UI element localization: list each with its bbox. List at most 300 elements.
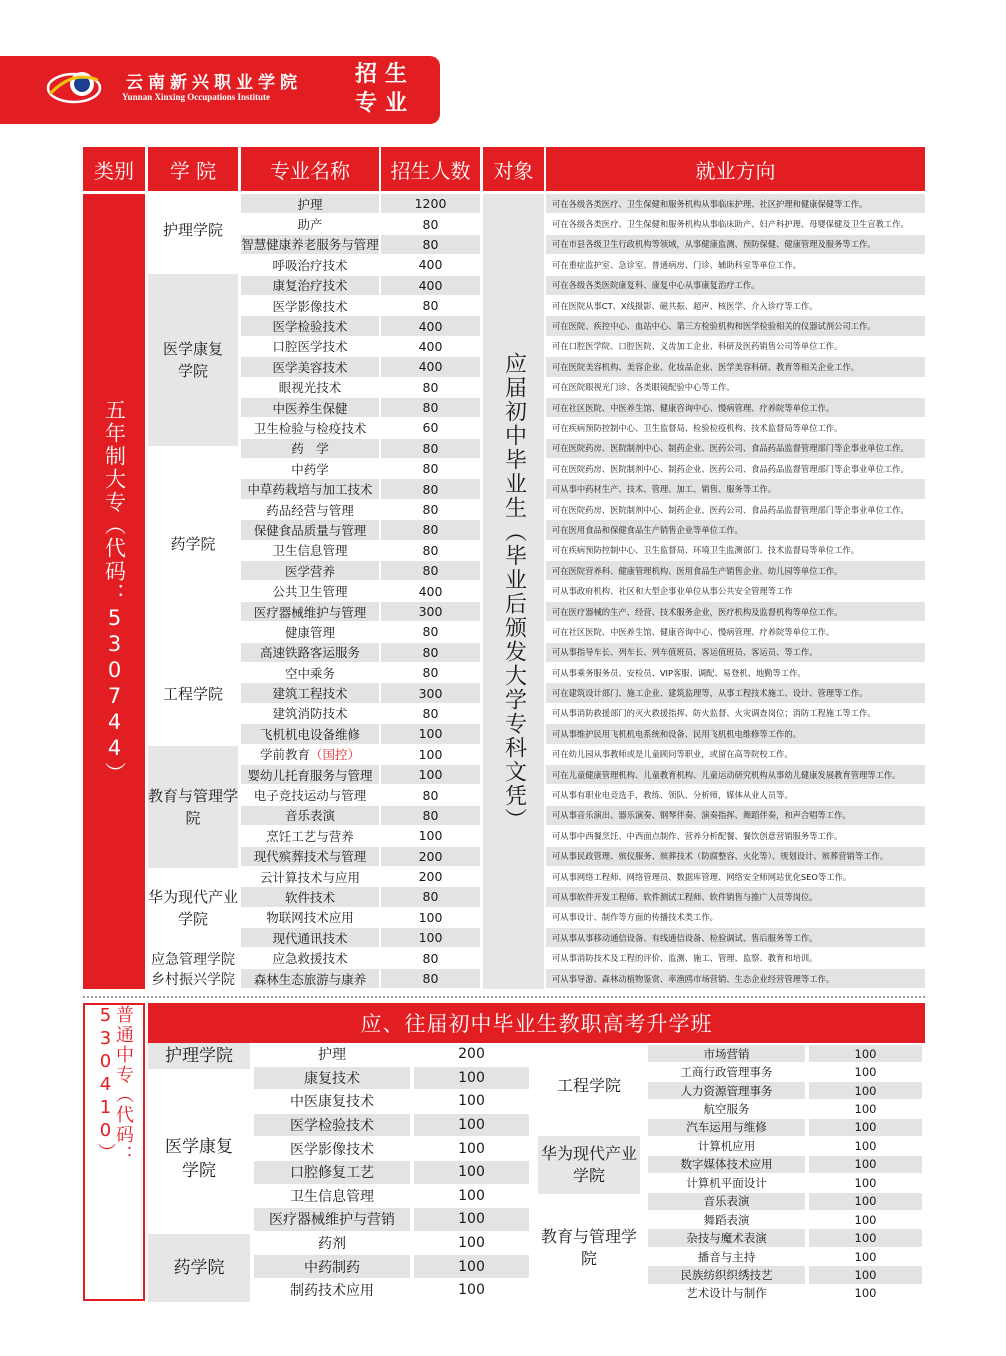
- career-direction: 可在建筑设计部门、施工企业、建筑监理等，从事工程技术施工、设计、管理等工作。: [546, 683, 925, 703]
- career-direction: 可从事导游、森林动植物鉴赏、率渔鸥市场营销、生态企业经营管理等工作。: [546, 969, 925, 989]
- career-direction: 可在医院美容机构、美容企业、化妆品企业、医学美容科研、教育等相关企业工作。: [546, 357, 925, 377]
- category-five-year: [83, 194, 145, 989]
- major-name: [241, 439, 379, 459]
- vocational-major-name: 药剂: [254, 1232, 410, 1256]
- vocational-major-name: 民族纺织织绣技艺: [648, 1266, 805, 1284]
- career-direction: 可从事维护民用飞机机电系统和设备、民用飞机机电维修等工作的。: [546, 724, 925, 744]
- vocational-major-count: 100: [809, 1266, 922, 1284]
- major-name-text: 护理: [297, 196, 323, 212]
- vocational-major-row: [648, 1211, 925, 1229]
- vocational-major-row: [648, 1045, 925, 1063]
- major-tag: （国控）: [310, 747, 361, 763]
- major-name-text: 中药学: [291, 461, 329, 477]
- major-name-text: 建筑消防技术: [272, 706, 348, 722]
- major-row: [241, 541, 480, 561]
- career-direction: 可在儿童健康管理机构、儿童教育机构、儿童运动研究机构从事幼儿健康发展教育管理等工作。: [546, 765, 925, 785]
- vocational-major-count: 100: [414, 1208, 529, 1232]
- col-header-category: 类别: [83, 147, 145, 191]
- major-name: [241, 683, 379, 703]
- vocational-major-count: 100: [809, 1082, 922, 1100]
- major-name-text: 卫生检验与检疫技术: [253, 420, 367, 436]
- school-logo-icon: [42, 64, 106, 108]
- vocational-major-count: 100: [414, 1090, 529, 1114]
- major-row: [241, 500, 480, 520]
- vocational-left-majors: [254, 1043, 529, 1303]
- vocational-major-count: 100: [414, 1067, 529, 1091]
- major-name: [241, 602, 379, 622]
- major-row: [241, 908, 480, 928]
- career-direction: 可在社区医院、中医养生馆、健康咨询中心、慢病管理、疗养院等单位工作。: [546, 622, 925, 642]
- major-name-text: 婴幼儿托育服务与管理: [247, 767, 373, 783]
- vocational-major-row: [254, 1232, 529, 1256]
- major-row: [241, 867, 480, 887]
- vocational-major-row: [254, 1137, 529, 1161]
- vocational-major-row: [254, 1279, 529, 1303]
- major-count: 100: [381, 928, 480, 948]
- vocational-major-count: 200: [414, 1043, 529, 1067]
- major-name: [241, 194, 379, 214]
- major-count: 200: [381, 867, 480, 887]
- career-direction: 可在医院药房、医院制剂中心、制药企业、医药公司、食品药品监督管理部门等企事业单位工作。: [546, 459, 925, 479]
- vocational-major-name: 制药技术应用: [254, 1279, 410, 1303]
- major-count: 400: [381, 337, 480, 357]
- major-row: [241, 561, 480, 581]
- major-count: 80: [381, 969, 480, 989]
- col-header-major: 专业名称: [241, 147, 379, 191]
- vocational-major-row: [648, 1119, 925, 1137]
- vocational-major-count: 100: [414, 1161, 529, 1185]
- major-name-text: 森林生态旅游与康养: [253, 971, 367, 987]
- vocational-major-row: [648, 1100, 925, 1118]
- college-rural: 乡村振兴学院: [151, 972, 235, 988]
- major-name-text: 健康管理: [284, 624, 335, 640]
- college-medical-rehab-label: 医学康复学院: [162, 340, 223, 380]
- major-name: [241, 337, 379, 357]
- vocational-major-name: 工商行政管理事务: [648, 1063, 805, 1081]
- college-huawei: [148, 868, 238, 948]
- major-row: [241, 194, 480, 214]
- career-direction: 可在医院眼视光门诊、各类眼镜配验中心等工作。: [546, 378, 925, 398]
- vocational-major-name: 计算机平面设计: [648, 1174, 805, 1192]
- col-header-count: 招生人数: [381, 147, 480, 191]
- major-name: [241, 663, 379, 683]
- major-name: [241, 948, 379, 968]
- major-name-text: 中草药栽培与加工技术: [247, 482, 373, 498]
- major-count: 60: [381, 418, 480, 438]
- vocational-major-row: [648, 1082, 925, 1100]
- career-direction: 可从事消防技术及工程的评价、监测、施工、管理、监察、教育和培训。: [546, 948, 925, 968]
- major-count: 100: [381, 765, 480, 785]
- v-college-medical-rehab-label: 医学康复学院: [165, 1137, 233, 1181]
- career-direction: 可从事从事移动通信设备、有线通信设备、检验调试、售后服务等工作。: [546, 928, 925, 948]
- vocational-major-count: 100: [414, 1137, 529, 1161]
- career-direction: 可在市县各级卫生行政机构等领域，从事健康监测、预防保健、健康管理及服务等工作。: [546, 235, 925, 255]
- major-count: 80: [381, 235, 480, 255]
- career-direction: 可在社区医院、中医养生馆、健康咨询中心、慢病管理、疗养院等单位工作。: [546, 398, 925, 418]
- career-direction: 可在医院药房、医院制剂中心、制药企业、医药公司、食品药品监督管理部门等企事业单位工作。: [546, 500, 925, 520]
- major-row: [241, 296, 480, 316]
- major-name-text: 智慧健康养老服务与管理: [241, 237, 379, 253]
- vocational-major-name: 音乐表演: [648, 1193, 805, 1211]
- vocational-major-row: [254, 1090, 529, 1114]
- career-direction: 可在医院营养科、健康管理机构、医用食品生产销售企业、幼儿园等单位工作。: [546, 561, 925, 581]
- major-name-text: 保健食品质量与管理: [253, 522, 367, 538]
- col-header-career: 就业方向: [546, 147, 925, 191]
- fy-target-text: 应届初中毕业生（毕业后颁发大学专科文凭）: [501, 351, 527, 832]
- major-row: [241, 704, 480, 724]
- major-name-text: 软件技术: [284, 889, 335, 905]
- v-college-engineering: 工程学院: [556, 1076, 621, 1095]
- career-direction: 可从事软件开发工程师、软件测试工程师、软件销售与推广人员等岗位。: [546, 887, 925, 907]
- career-direction: 可从事乘务服务员、安检员、VIP客服、调配、易登机、地勤等工作。: [546, 663, 925, 683]
- college-engineering: 工程学院: [162, 685, 223, 703]
- major-count: 80: [381, 948, 480, 968]
- major-count: 80: [381, 561, 480, 581]
- vocational-major-row: [648, 1285, 925, 1303]
- vocational-major-row: [648, 1229, 925, 1247]
- v-college-pharmacy: 药学院: [148, 1234, 250, 1302]
- career-direction: 可从事有职业电竞选手，教练、领队、分析师，媒体从业人员等。: [546, 785, 925, 805]
- major-count: 80: [381, 806, 480, 826]
- category-vocational: [83, 1003, 145, 1301]
- major-name-text: 眼视光技术: [278, 380, 342, 396]
- major-name: [241, 255, 379, 275]
- career-direction: 可从事民政管理、殡仪服务、殡葬技术（防腐整容、火化等）、规划设计、殡葬营销等工作。: [546, 847, 925, 867]
- major-row: [241, 785, 480, 805]
- vocational-major-row: [648, 1266, 925, 1284]
- major-name-text: 空中乘务: [284, 665, 335, 681]
- major-name-text: 物联网技术应用: [266, 910, 354, 926]
- major-name-text: 电子竞技运动与管理: [253, 788, 367, 804]
- career-direction: 可在医疗器械的生产、经营、技术服务企业，医疗机构及监督机构等单位工作。: [546, 602, 925, 622]
- vocational-major-name: 人力资源管理事务: [648, 1082, 805, 1100]
- vocational-major-count: 100: [809, 1063, 922, 1081]
- major-row: [241, 928, 480, 948]
- college-emergency: 应急管理学院: [151, 952, 235, 968]
- header-banner: [0, 56, 440, 124]
- vocational-major-row: [648, 1063, 925, 1081]
- career-direction: 可在疾病预防控制中心、卫生监督局、检验检疫机构、技术监督局等单位工作。: [546, 418, 925, 438]
- target-students: [483, 194, 544, 989]
- vocational-major-name: 医学影像技术: [254, 1137, 410, 1161]
- career-direction: 可在医院、疾控中心、血站中心、第三方检验机构和医学检验相关的仪器试剂公司工作。: [546, 316, 925, 336]
- major-name: [241, 969, 379, 989]
- major-count: 400: [381, 316, 480, 336]
- vocational-major-count: 100: [414, 1255, 529, 1279]
- major-name: [241, 459, 379, 479]
- vocational-major-name: 中药制药: [254, 1255, 410, 1279]
- vocational-major-row: [648, 1156, 925, 1174]
- five-year-majors-list: [241, 194, 480, 989]
- vocational-major-row: [648, 1193, 925, 1211]
- major-name: [241, 928, 379, 948]
- major-name-text: 建筑工程技术: [272, 686, 348, 702]
- vocational-major-count: 100: [809, 1248, 922, 1266]
- career-direction: 可在幼儿园从事教师或是儿童顾问等职业，或留在高等院校工作。: [546, 745, 925, 765]
- vocational-major-name: 播音与主持: [648, 1248, 805, 1266]
- major-count: 300: [381, 683, 480, 703]
- major-name-text: 药品经营与管理: [266, 502, 354, 518]
- col-header-target: 对象: [483, 147, 544, 191]
- vocational-major-count: 100: [809, 1119, 922, 1137]
- vocational-major-row: [254, 1255, 529, 1279]
- major-name-text: 高速铁路客运服务: [259, 645, 360, 661]
- career-direction: 可在医院药房、医院制剂中心、制药企业、医药公司、食品药品监督管理部门等企事业单位工作。: [546, 439, 925, 459]
- vocational-major-name: 口腔修复工艺: [254, 1161, 410, 1185]
- vocational-major-count: 100: [809, 1229, 922, 1247]
- vocational-major-count: 100: [414, 1232, 529, 1256]
- major-row: [241, 276, 480, 296]
- major-name: [241, 826, 379, 846]
- vocational-major-count: 100: [809, 1285, 922, 1303]
- college-education-mgmt: [148, 746, 238, 868]
- major-count: 80: [381, 459, 480, 479]
- major-count: 80: [381, 500, 480, 520]
- vocational-right-majors: [648, 1045, 925, 1303]
- vocational-major-name: 护理: [254, 1043, 410, 1067]
- vocational-major-count: 100: [809, 1137, 922, 1155]
- major-name-text: 云计算技术与应用: [259, 869, 360, 885]
- major-count: 80: [381, 398, 480, 418]
- vocational-major-name: 汽车运用与维修: [648, 1119, 805, 1137]
- major-count: 80: [381, 296, 480, 316]
- major-name-text: 呼吸治疗技术: [272, 257, 348, 273]
- major-name-text: 烹饪工艺与营养: [266, 828, 354, 844]
- major-row: [241, 643, 480, 663]
- major-name-text: 助产: [297, 217, 323, 233]
- vocational-major-name: 杂技与魔术表演: [648, 1229, 805, 1247]
- vocational-banner: 应、往届初中毕业生教职高考升学班: [148, 1003, 925, 1043]
- vocational-major-count: 100: [809, 1156, 922, 1174]
- major-name-text: 康复治疗技术: [272, 278, 348, 294]
- career-direction: 可在医院从事CT、X线摄影、磁共振、超声、核医学、介入诊疗等工作。: [546, 296, 925, 316]
- major-row: [241, 398, 480, 418]
- major-name: [241, 581, 379, 601]
- major-row: [241, 826, 480, 846]
- v-college-medical-rehab: [148, 1092, 250, 1226]
- major-row: [241, 969, 480, 989]
- major-row: [241, 724, 480, 744]
- vocational-major-name: 计算机应用: [648, 1137, 805, 1155]
- major-count: 80: [381, 643, 480, 663]
- major-name: [241, 479, 379, 499]
- major-row: [241, 683, 480, 703]
- career-direction: 可从事音乐演出、器乐演奏、钢琴伴奏、演奏指挥、舞蹈伴奏，和声合唱等工作。: [546, 806, 925, 826]
- major-name: [241, 806, 379, 826]
- career-direction: 可在各级各类医疗、卫生保健和服务机构从事临床护理、社区护理和健康保健等工作。: [546, 194, 925, 214]
- major-name-text: 药 学: [291, 441, 329, 457]
- vocational-major-name: 医疗器械维护与营销: [254, 1208, 410, 1232]
- major-name-text: 现代殡葬技术与管理: [253, 849, 367, 865]
- major-name-text: 现代通讯技术: [272, 930, 348, 946]
- major-name-text: 公共卫生管理: [272, 584, 348, 600]
- vocational-major-name: 舞蹈表演: [648, 1211, 805, 1229]
- vocational-major-row: [254, 1067, 529, 1091]
- vocational-major-count: 100: [809, 1100, 922, 1118]
- major-name: [241, 704, 379, 724]
- major-row: [241, 887, 480, 907]
- major-name-text: 医学检验技术: [272, 319, 348, 335]
- major-name: [241, 500, 379, 520]
- page-title: [330, 60, 440, 118]
- vocational-major-name: 卫生信息管理: [254, 1185, 410, 1209]
- major-count: 80: [381, 887, 480, 907]
- major-name-text: 飞机机电设备维修: [259, 726, 360, 742]
- major-row: [241, 418, 480, 438]
- vocational-major-row: [254, 1185, 529, 1209]
- career-directions-list: [546, 194, 925, 989]
- major-name-text: 音乐表演: [284, 808, 335, 824]
- career-direction: 可在医用食品和保健食品生产销售企业等单位工作。: [546, 520, 925, 540]
- major-count: 400: [381, 276, 480, 296]
- major-name: [241, 622, 379, 642]
- vocational-major-name: 医学检验技术: [254, 1114, 410, 1138]
- college-huawei-label: 华为现代产业学院: [148, 888, 239, 928]
- major-count: 400: [381, 581, 480, 601]
- major-row: [241, 214, 480, 234]
- major-count: 1200: [381, 194, 480, 214]
- major-name: [241, 520, 379, 540]
- career-direction: 可从事设计、制作等方面的传播技术类工作。: [546, 908, 925, 928]
- major-name: [241, 887, 379, 907]
- major-name: [241, 908, 379, 928]
- major-row: [241, 581, 480, 601]
- major-row: [241, 847, 480, 867]
- major-name: [241, 316, 379, 336]
- vocational-major-row: [648, 1137, 925, 1155]
- major-count: 80: [381, 214, 480, 234]
- major-name-text: 学前教育: [259, 747, 310, 763]
- career-direction: 可从事中西餐烹饪、中西面点制作、营养分析配餐、餐饮创意营销服务等工作。: [546, 826, 925, 846]
- vocational-major-name: 艺术设计与制作: [648, 1285, 805, 1303]
- major-row: [241, 235, 480, 255]
- major-name: [241, 398, 379, 418]
- college-medical-rehab: [148, 274, 238, 446]
- vocational-major-row: [648, 1174, 925, 1192]
- vocational-major-row: [648, 1248, 925, 1266]
- career-direction: 可从事网络工程师、网络管理员、数据库管理、网络安全师网站优化SEO等工作。: [546, 867, 925, 887]
- major-name: [241, 724, 379, 744]
- career-direction: 可在疾病预防控制中心、卫生监督局、环境卫生监测部门、技术监督局等单位工作。: [546, 541, 925, 561]
- major-row: [241, 479, 480, 499]
- college-nursing: 护理学院: [162, 221, 223, 239]
- major-row: [241, 602, 480, 622]
- major-name-text: 医学影像技术: [272, 298, 348, 314]
- vocational-major-count: 100: [809, 1211, 922, 1229]
- major-name-text: 卫生信息管理: [272, 543, 348, 559]
- v-college-education: [538, 1222, 640, 1274]
- vocational-major-row: [254, 1114, 529, 1138]
- major-name-text: 医学营养: [284, 563, 335, 579]
- major-row: [241, 337, 480, 357]
- major-count: 80: [381, 439, 480, 459]
- v-college-huawei-label: 华为现代产业学院: [540, 1144, 637, 1185]
- vocational-major-count: 100: [809, 1045, 922, 1063]
- vocational-major-name: 市场营销: [648, 1045, 805, 1063]
- vocational-major-count: 100: [809, 1174, 922, 1192]
- major-count: 100: [381, 724, 480, 744]
- career-direction: 可从事指导车长、列车长、列车值班员、客运值班员、客运员、等工作。: [546, 643, 925, 663]
- vocational-major-count: 100: [809, 1193, 922, 1211]
- major-row: [241, 357, 480, 377]
- major-count: 80: [381, 378, 480, 398]
- major-count: 80: [381, 622, 480, 642]
- major-name-text: 口腔医学技术: [272, 339, 348, 355]
- major-name-text: 中医养生保健: [272, 400, 348, 416]
- career-direction: 可在口腔医学院、口腔医院、义齿加工企业、科研及医药销售公司等单位工作。: [546, 337, 925, 357]
- major-name: [241, 785, 379, 805]
- vocational-major-count: 100: [414, 1279, 529, 1303]
- major-name: [241, 357, 379, 377]
- major-name: [241, 867, 379, 887]
- major-name: [241, 276, 379, 296]
- college-education-mgmt-label: 教育与管理学院: [148, 787, 239, 827]
- vocational-major-name: 数字媒体技术应用: [648, 1156, 805, 1174]
- vocational-major-name: 康复技术: [254, 1067, 410, 1091]
- career-direction: 可在各级各类医院康复科、康复中心从事康复治疗工作。: [546, 276, 925, 296]
- major-name: [241, 378, 379, 398]
- major-name: [241, 745, 379, 765]
- major-name: [241, 418, 379, 438]
- v-college-nursing: 护理学院: [148, 1043, 250, 1069]
- major-row: [241, 806, 480, 826]
- major-row: [241, 255, 480, 275]
- career-direction: 可在重症监护室、急诊室、普通病房、门诊、辅助科室等单位工作。: [546, 255, 925, 275]
- major-count: 80: [381, 663, 480, 683]
- career-direction: 可从事政府机构、社区和大型企事业单位从事公共安全管理等工作: [546, 581, 925, 601]
- career-direction: 可从事消防救援部门的灭火救援指挥、防火监督、火灾调查岗位；消防工程施工等工作。: [546, 704, 925, 724]
- major-row: [241, 378, 480, 398]
- major-name-text: 医学美容技术: [272, 359, 348, 375]
- vocational-major-count: 100: [414, 1185, 529, 1209]
- major-count: 80: [381, 541, 480, 561]
- v-college-education-label: 教育与管理学院: [541, 1227, 638, 1268]
- major-row: [241, 745, 480, 765]
- college-pharmacy: 药学院: [170, 535, 216, 553]
- major-name-text: 应急救援技术: [272, 951, 348, 967]
- major-name: [241, 214, 379, 234]
- title-line-2: 专业: [354, 91, 415, 116]
- vocational-major-count: 100: [414, 1114, 529, 1138]
- major-count: 400: [381, 255, 480, 275]
- vc-cat-text: 普通中专（代码：530410）: [95, 1005, 134, 1165]
- vocational-major-name: 中医康复技术: [254, 1090, 410, 1114]
- major-row: [241, 765, 480, 785]
- major-name: [241, 541, 379, 561]
- major-row: [241, 439, 480, 459]
- vocational-major-row: [254, 1043, 529, 1067]
- major-count: 400: [381, 357, 480, 377]
- major-count: 100: [381, 908, 480, 928]
- major-row: [241, 520, 480, 540]
- major-name: [241, 847, 379, 867]
- v-college-huawei: [538, 1136, 640, 1194]
- major-row: [241, 316, 480, 336]
- vocational-major-row: [254, 1161, 529, 1185]
- major-count: 100: [381, 826, 480, 846]
- vocational-major-name: 航空服务: [648, 1100, 805, 1118]
- major-count: 80: [381, 785, 480, 805]
- school-name-cn: 云南新兴职业学院: [126, 73, 302, 93]
- section-divider: [83, 996, 925, 998]
- major-count: 300: [381, 602, 480, 622]
- major-name: [241, 765, 379, 785]
- school-name-en: Yunnan Xinxing Occupations Institute: [122, 92, 270, 102]
- vocational-major-row: [254, 1208, 529, 1232]
- fy-cat-text: 五年制大专（代码：530744）: [102, 398, 127, 785]
- major-row: [241, 663, 480, 683]
- major-name-text: 医疗器械维护与管理: [253, 604, 367, 620]
